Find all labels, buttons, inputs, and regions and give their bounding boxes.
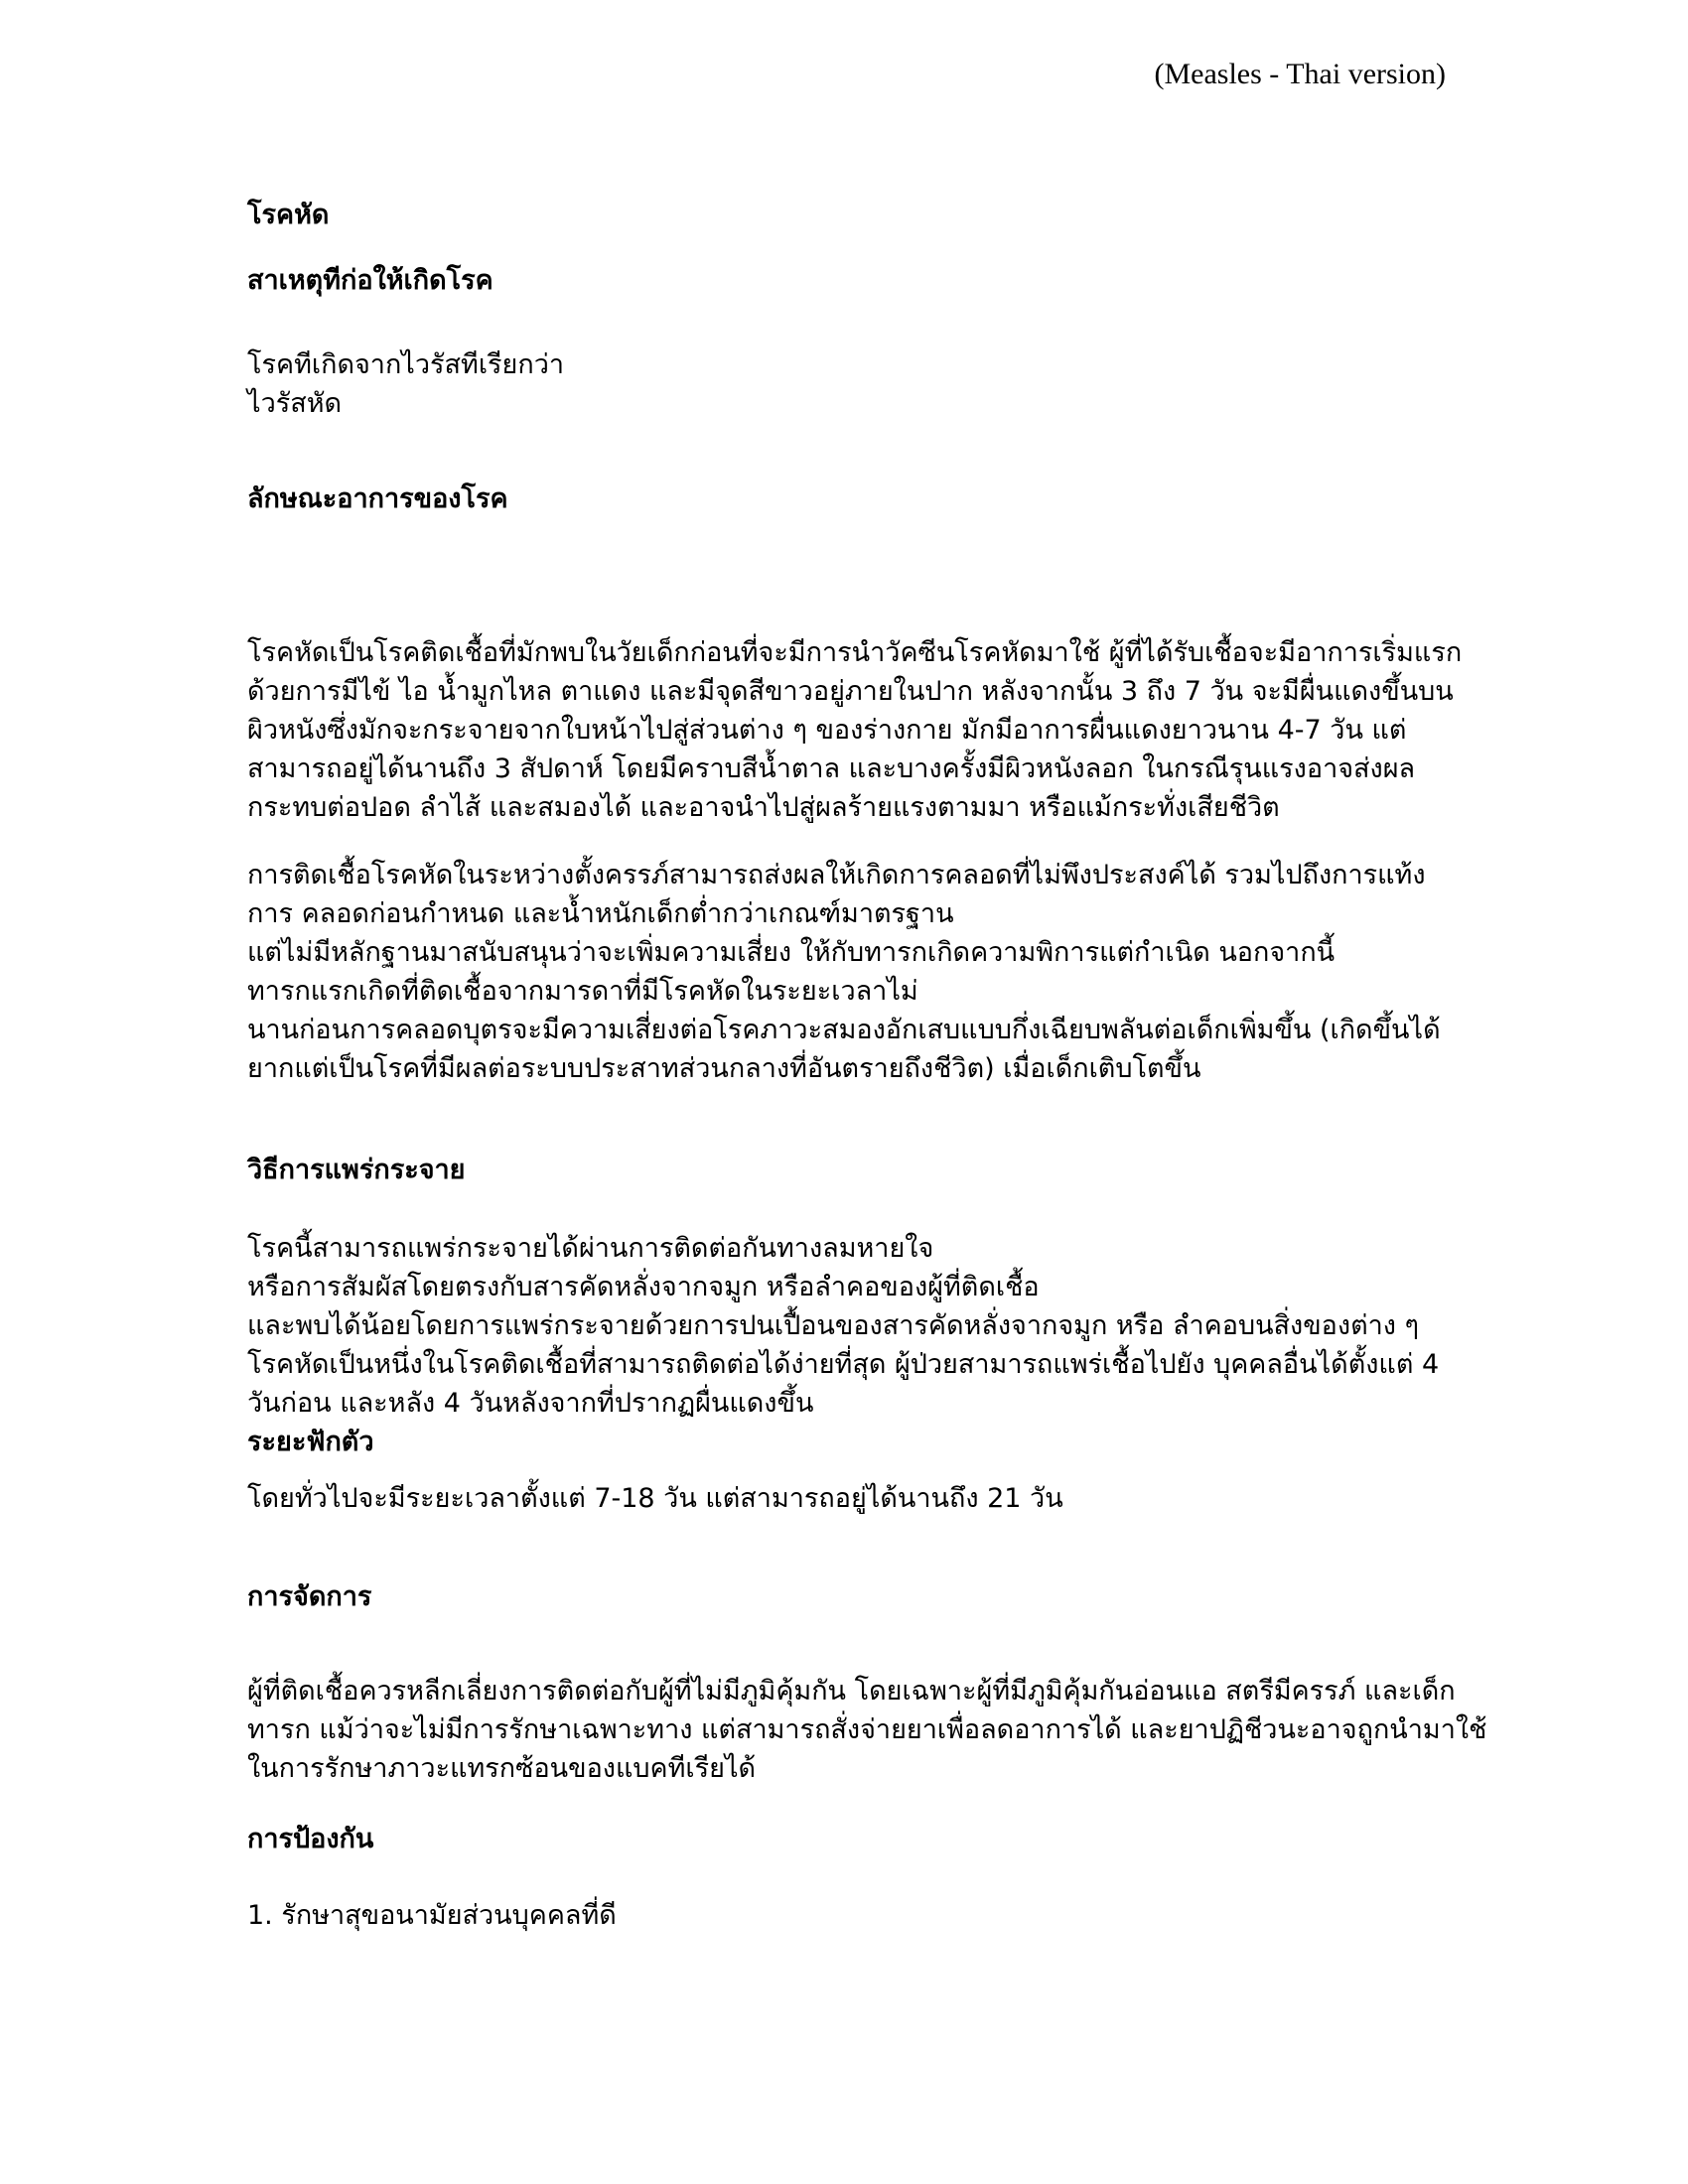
page-title: โรคหัด	[247, 200, 330, 230]
symptoms-heading: ลักษณะอาการของโรค	[247, 483, 508, 514]
prevention-heading: การป้องกัน	[247, 1824, 374, 1854]
symptoms-paragraph-1	[247, 633, 1463, 827]
symptoms-line: การติดเชื้อโรคหัดในระหว่างตั้งครรภ์สามารถส่งผลให้เกิดการคลอดที่ไม่พึงประสงค์ได้ รวมไปถึงการแท้ง	[247, 860, 1426, 890]
incubation-heading-block	[247, 1424, 1439, 1461]
symptoms-line: การ คลอดก่อนกำหนด และน้ำหนักเด็กต่ำกว่าเกณฑ์มาตรฐาน	[247, 898, 954, 929]
symptoms-line: นานก่อนการคลอดบุตรจะมีความเสี่ยงต่อโรคภาวะสมองอักเสบแบบกึ่งเฉียบพลันต่อเด็กเพิ่มขึ้น (เกิดขึ้นได้	[247, 1015, 1441, 1045]
cause-heading-block	[247, 262, 1439, 300]
transmission-heading-block	[247, 1152, 1439, 1189]
cause-section	[247, 345, 1439, 423]
transmission-heading: วิธีการแพร่กระจาย	[247, 1155, 466, 1185]
incubation-heading: ระยะฟักตัว	[247, 1427, 374, 1457]
management-line: ในการรักษาภาวะแทรกซ้อนของแบคทีเรียได้	[247, 1753, 757, 1784]
management-line: ทารก แม้ว่าจะไม่มีการรักษาเฉพาะทาง แต่สามารถสั่งจ่ายยาเพื่อลดอาการได้ และยาปฏิชีวนะอาจถูกนำมาใช้	[247, 1714, 1487, 1745]
version-label: (Measles - Thai version)	[1154, 58, 1446, 90]
symptoms-line: ทารกแรกเกิดที่ติดเชื้อจากมารดาที่มีโรคหัดในระยะเวลาไม่	[247, 976, 918, 1007]
cause-line: ไวรัสหัด	[247, 388, 343, 419]
transmission-section	[247, 1229, 1439, 1423]
symptoms-line: ยากแต่เป็นโรคที่มีผลต่อระบบประสาทส่วนกลางที่อันตรายถึงชีวิต) เมื่อเด็กเติบโตขึ้น	[247, 1053, 1201, 1084]
symptoms-heading-block	[247, 480, 1439, 518]
incubation-section	[247, 1479, 1439, 1518]
page-title-block	[247, 197, 1439, 234]
symptoms-line: สามารถอยู่ได้นานถึง 3 สัปดาห์ โดยมีคราบสีน้ำตาล และบางครั้งมีผิวหนังลอก ในกรณีรุนแรงอาจส่งผล	[247, 753, 1416, 784]
management-line: ผู้ที่ติดเชื้อควรหลีกเลี่ยงการติดต่อกับผู้ที่ไม่มีภูมิคุ้มกัน โดยเฉพาะผู้ที่มีภูมิคุ้มกันอ่อนแอ สตรีมีครรภ์ และเด็ก	[247, 1676, 1456, 1706]
symptoms-line: กระทบต่อปอด ลำไส้ และสมองได้ และอาจนำไปสู่ผลร้ายแรงตามมา หรือแม้กระทั่งเสียชีวิต	[247, 792, 1280, 823]
prevention-section	[247, 1896, 1439, 1935]
symptoms-paragraph-2	[247, 856, 1439, 1088]
transmission-line: หรือการสัมผัสโดยตรงกับสารคัดหลั่งจากจมูก หรือลำคอของผู้ที่ติดเชื้อ	[247, 1272, 1040, 1302]
transmission-line: วันก่อน และหลัง 4 วันหลังจากที่ปรากฏผื่นแดงขึ้น	[247, 1388, 814, 1419]
transmission-line: และพบได้น้อยโดยการแพร่กระจายด้วยการปนเปื้อนของสารคัดหลั่งจากจมูก หรือ ลำคอบนสิ่งของต่าง ๆ	[247, 1310, 1420, 1341]
cause-heading: สาเหตุทีก่อให้เกิดโรค	[247, 265, 493, 296]
transmission-line: โรคนี้สามารถแพร่กระจายได้ผ่านการติดต่อกันทางลมหายใจ	[247, 1233, 934, 1264]
management-heading: การจัดการ	[247, 1581, 372, 1612]
prevention-heading-block	[247, 1821, 1439, 1858]
transmission-line: โรคหัดเป็นหนึ่งในโรคติดเชื้อที่สามารถติดต่อได้ง่ายที่สุด ผู้ป่วยสามารถแพร่เชื้อไปยัง บุคคลอื่นได้ตั้งแต่ 4	[247, 1349, 1440, 1380]
symptoms-line: โรคหัดเป็นโรคติดเชื้อที่มักพบในวัยเด็กก่อนที่จะมีการนำวัคซีนโรคหัดมาใช้ ผู้ที่ได้รับเชื้อจะมีอาการเริ่มแรก	[247, 637, 1463, 668]
management-section	[247, 1672, 1487, 1788]
prevention-item: 1. รักษาสุขอนามัยส่วนบุคคลที่ดี	[247, 1900, 617, 1931]
management-heading-block	[247, 1578, 1439, 1616]
symptoms-line: ผิวหนังซึ่งมักจะกระจายจากใบหน้าไปสู่ส่วนต่าง ๆ ของร่างกาย มักมีอาการผื่นแดงยาวนาน 4-7 วัน แต่	[247, 715, 1407, 746]
cause-line: โรคทีเกิดจากไวรัสทีเรียกว่า	[247, 349, 565, 380]
symptoms-line: แต่ไม่มีหลักฐานมาสนับสนุนว่าจะเพิ่มความเสี่ยง ให้กับทารกเกิดความพิการแต่กำเนิด นอกจากนี้	[247, 937, 1336, 968]
symptoms-line: ด้วยการมีไข้ ไอ น้ำมูกไหล ตาแดง และมีจุดสีขาวอยู่ภายในปาก หลังจากนั้น 3 ถึง 7 วัน จะมีผื่นแดงขึ้นบน	[247, 676, 1454, 707]
incubation-text: โดยทั่วไปจะมีระยะเวลาตั้งแต่ 7-18 วัน แต่สามารถอยู่ได้นานถึง 21 วัน	[247, 1483, 1063, 1514]
